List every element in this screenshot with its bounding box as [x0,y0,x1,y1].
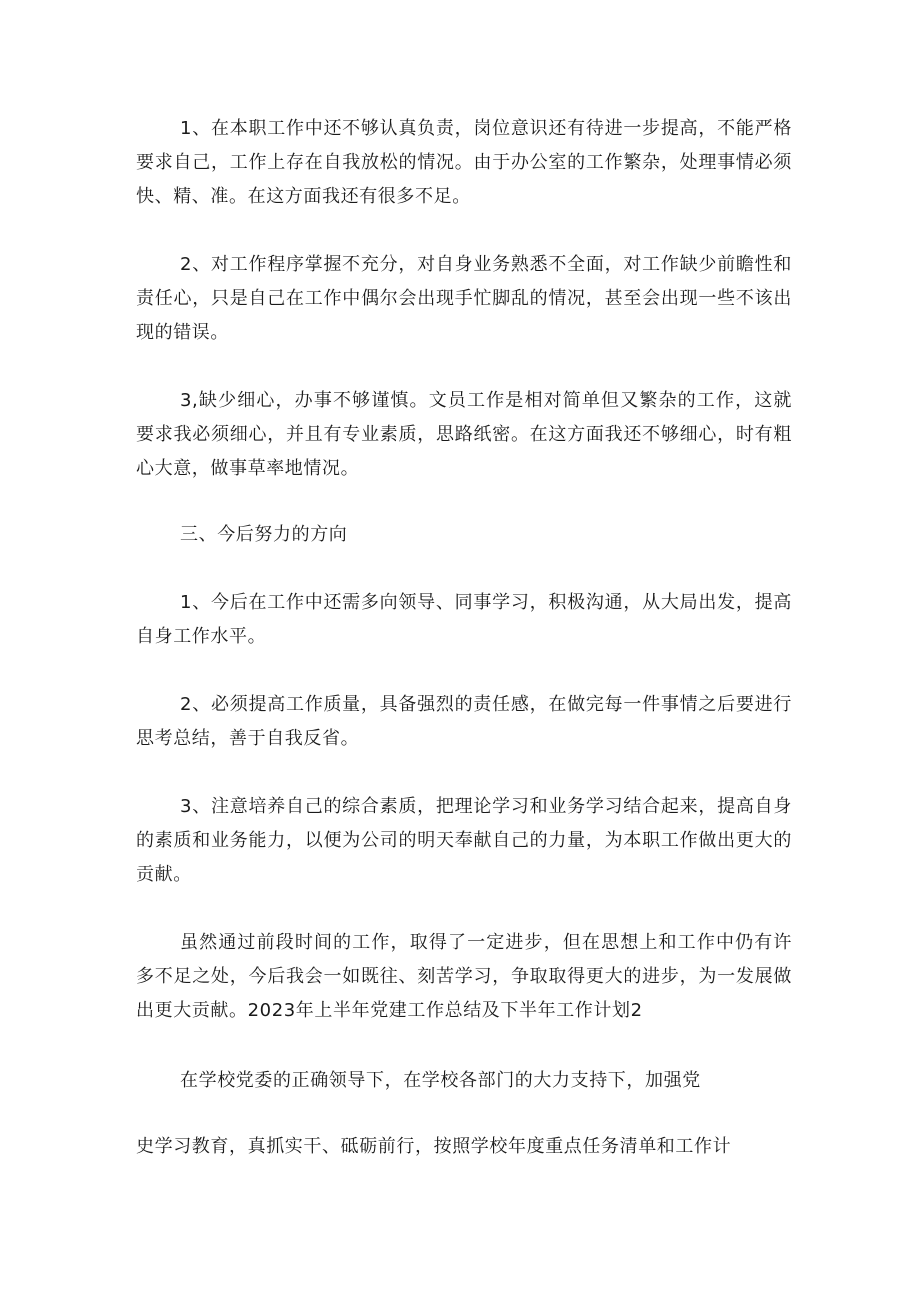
paragraph-4: 1、今后在工作中还需多向领导、同事学习，积极沟通，从大局出发，提高自身工作水平。 [136,592,792,647]
paragraph-3: 3,缺少细心，办事不够谨慎。文员工作是相对简单但又繁杂的工作，这就要求我必须细心，并且有专业素质，思路纸密。在这方面我还不够细心，时有粗心大意，做事草率地情况。 [136,390,792,479]
paragraph-5: 2、必须提高工作质量，具备强烈的责任感，在做完每一件事情之后要进行思考总结，善于自我反省。 [136,694,792,749]
paragraph-7: 虽然通过前段时间的工作，取得了一定进步，但在思想上和工作中仍有许多不足之处，今后我会一如既往、刻苦学习，争取取得更大的进步，为一发展做出更大贡献。2023年上半年党建工作总结及下半年工作计划2 [136,932,792,1021]
paragraph-6: 3、注意培养自己的综合素质，把理论学习和业务学习结合起来，提高自身的素质和业务能力，以便为公司的明天奉献自己的力量，为本职工作做出更大的贡献。 [136,796,792,885]
split-line-1: 在学校党委的正确领导下，在学校各部门的大力支持下，加强党 [180,1070,701,1091]
split-line-2: 史学习教育，真抓实干、砥砺前行，按照学校年度重点任务清单和工作计 [136,1136,732,1157]
paragraph-1: 1、在本职工作中还不够认真负责，岗位意识还有待进一步提高，不能严格要求自己，工作上存在自我放松的情况。由于办公室的工作繁杂，处理事情必须快、精、准。在这方面我还有很多不足。 [136,118,792,207]
section-heading: 三、今后努力的方向 [180,524,348,545]
paragraph-2: 2、对工作程序掌握不充分，对自身业务熟悉不全面，对工作缺少前瞻性和责任心，只是自己在工作中偶尔会出现手忙脚乱的情况，甚至会出现一些不该出现的错误。 [136,254,792,343]
